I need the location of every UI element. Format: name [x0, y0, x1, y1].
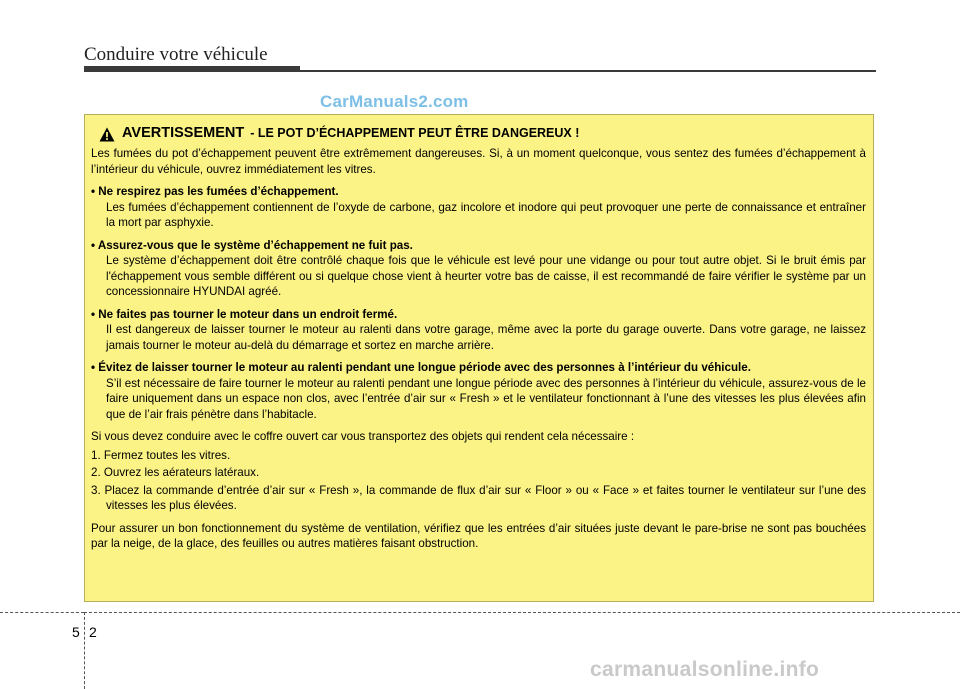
page-header-title: Conduire votre véhicule	[84, 44, 268, 65]
warning-subtitle: - LE POT D’ÉCHAPPEMENT PEUT ÊTRE DANGEREUX !	[250, 126, 580, 141]
bullet-body: Le système d’échappement doit être contrôlé chaque fois que le véhicule est levé pour une vidange ou pour tout autre objet. Si le bruit émis par l'échappement vous semble différent ou si quelque chose vient à heurter votre bas de caisse, il est recommandé de faire vérifier le système par un concessionnaire HYUNDAI agréé.	[106, 254, 866, 298]
closing-paragraph: Pour assurer un bon fonctionnement du système de ventilation, vérifiez que les entrées d’air situées juste devant le pare-brise ne sont pas bouchées par la neige, de la glace, des feuilles ou autres matières faisant obstruction.	[91, 521, 866, 550]
bullet-title: • Ne respirez pas les fumées d’échappement.	[91, 185, 339, 198]
watermark-link-top[interactable]: CarManuals2.com	[320, 92, 469, 111]
watermark-link-bottom[interactable]: carmanualsonline.info	[590, 658, 820, 681]
warning-triangle-icon	[99, 127, 115, 142]
bullet-title: • Assurez-vous que le système d’échappement ne fuit pas.	[91, 238, 413, 252]
warning-label: AVERTISSEMENT	[122, 125, 245, 142]
footer-dashed-divider	[84, 612, 85, 689]
header-rule-thin	[300, 70, 876, 72]
warning-intro: Les fumées du pot d’échappement peuvent être extrêmement dangereuses. Si, à un moment quelconque, vous sentez des fumées d’échappement à l’intérieur du véhicule, ouvrez immédiatement les vitres.	[91, 147, 866, 176]
header-rule-thick	[84, 66, 300, 72]
page-number: 2	[89, 624, 97, 640]
chapter-number: 5	[72, 624, 80, 640]
warning-box	[84, 114, 874, 602]
bullet-body: Les fumées d’échappement contiennent de l’oxyde de carbone, gaz incolore et inodore qui peut provoquer une perte de connaissance et entraîner la mort par asphyxie.	[106, 200, 866, 229]
step-item: 1. Fermez toutes les vitres.	[91, 448, 231, 462]
bullet-title: • Ne faites pas tourner le moteur dans un endroit fermé.	[91, 307, 398, 321]
trunk-intro: Si vous devez conduire avec le coffre ouvert car vous transportez des objets qui rendent cela nécessaire :	[91, 430, 635, 443]
bullet-title: • Évitez de laisser tourner le moteur au ralenti pendant une longue période avec des personnes à l’intérieur du véhicule.	[91, 361, 751, 374]
step-item: 2. Ouvrez les aérateurs latéraux.	[91, 466, 260, 479]
footer-dashed-rule	[84, 612, 960, 613]
step-item: 3. Placez la commande d’entrée d’air sur « Fresh », la commande de flux d’air sur « Floor » ou « Face » et faites tourner le ventilateur sur l’une des vitesses les plus élevées.	[91, 483, 866, 512]
bullet-body: S’il est nécessaire de faire tourner le moteur au ralenti pendant une longue période avec des personnes à l’intérieur du véhicule, assurez-vous de le faire uniquement dans un espace non clos, avec l’entrée d’air sur « Fresh » et le ventilateur fonctionnant à l’une des vitesses les plus élevées afin que de l’air frais pénètre dans l’habitacle.	[106, 376, 866, 421]
bullet-body: Il est dangereux de laisser tourner le moteur au ralenti dans votre garage, même avec la porte du garage ouverte. Dans votre garage, ne laissez jamais tourner le moteur au-delà du démarrage et sortez en marche arrière.	[106, 323, 866, 352]
steps-list	[91, 448, 866, 514]
warning-heading	[99, 124, 866, 144]
footer-dashed-rule-left	[0, 612, 84, 613]
